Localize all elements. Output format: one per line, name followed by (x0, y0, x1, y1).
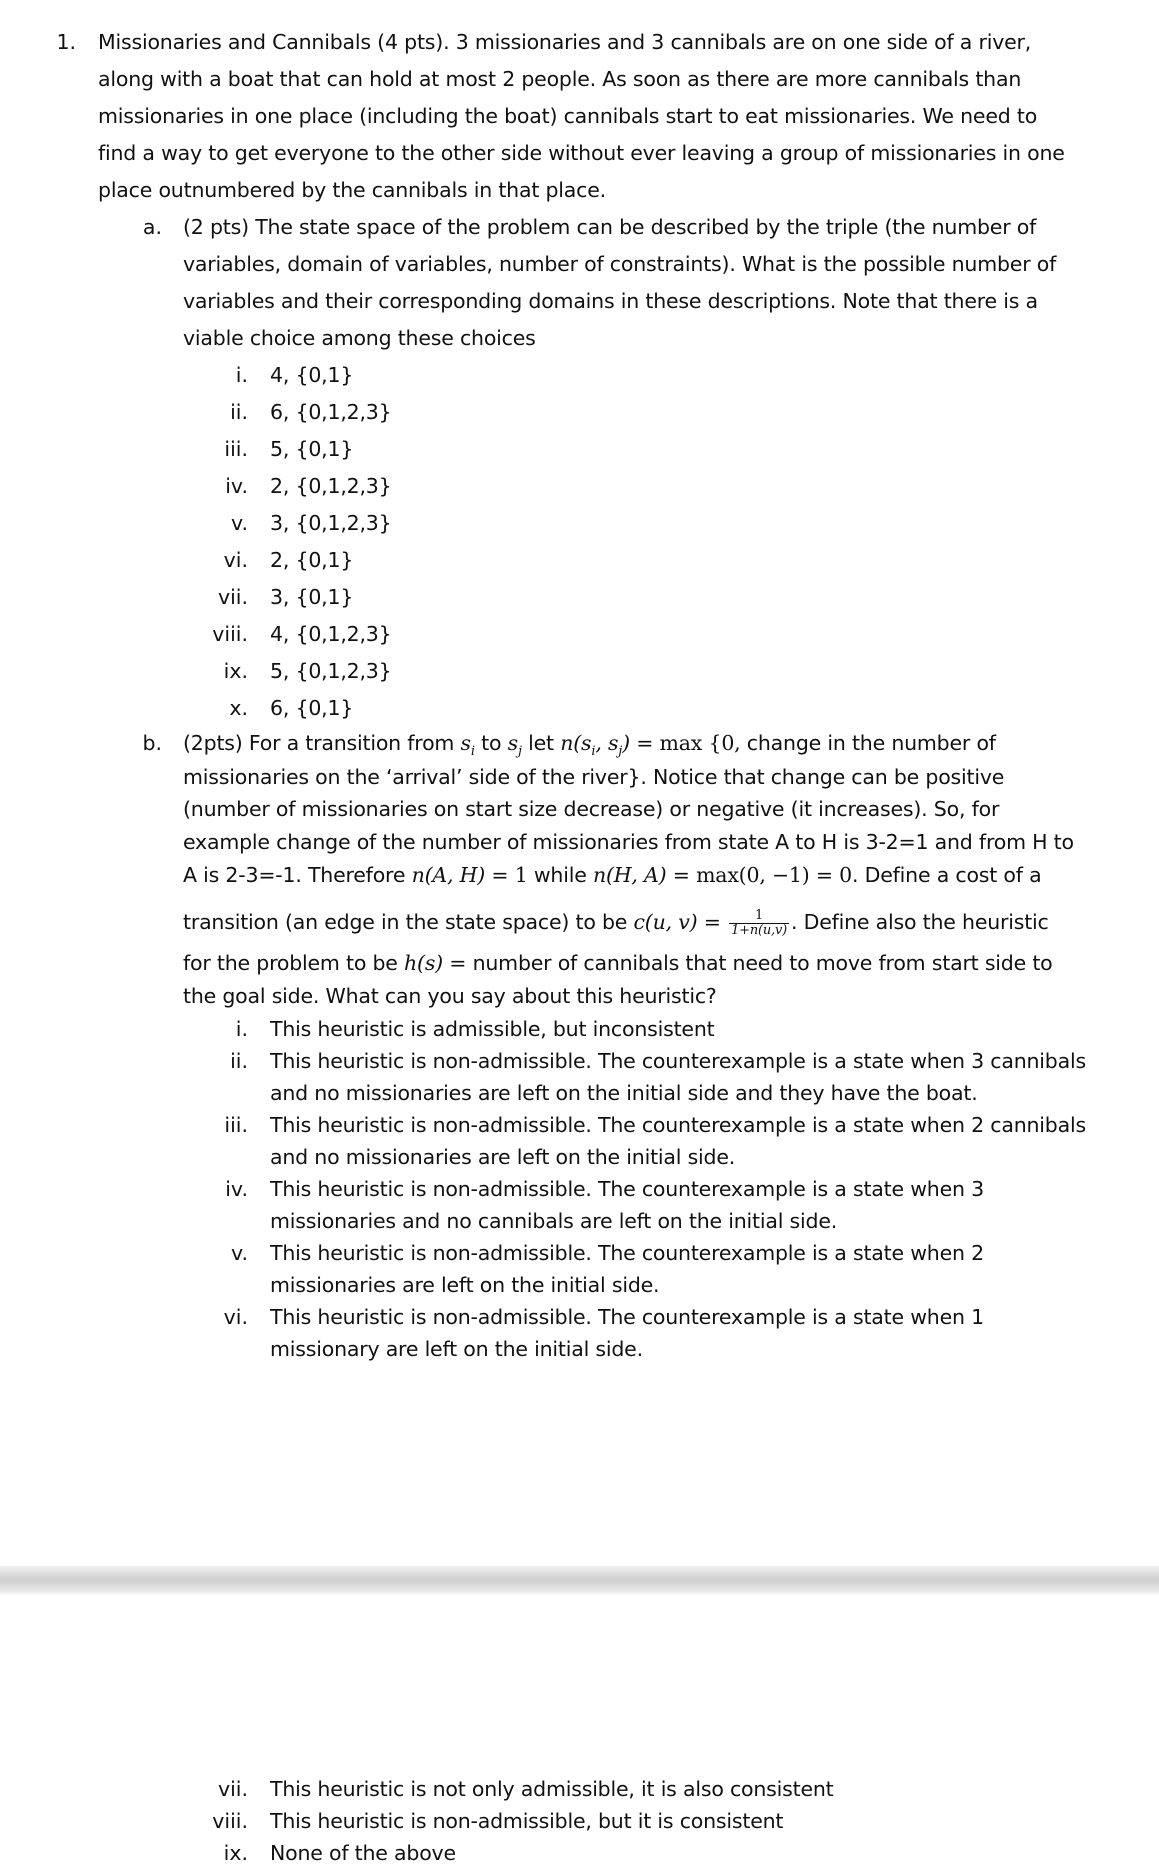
part-a-option-number: iv. (225, 474, 248, 498)
math-equals-max: = max(0, −1) = 0 (666, 863, 853, 887)
page-break-shadow (0, 1590, 1159, 1596)
text-span: (2pts) For a transition from (183, 731, 461, 755)
part-b-option-number: iv. (225, 1177, 248, 1201)
part-a-option-number: x. (229, 696, 248, 720)
intro-line-4: find a way to get everyone to the other side without ever leaving a group of missionaries in one (98, 141, 1065, 165)
part-a-option-text: 4, {0,1} (270, 363, 354, 387)
part-b-option-text: This heuristic is non-admissible. The counterexample is a state when 3 cannibals (270, 1049, 1086, 1073)
math-symbol: n(s (560, 731, 592, 755)
text-span: let (521, 731, 561, 755)
fraction-numerator: 1 (729, 909, 789, 924)
math-subscript: i (470, 744, 475, 760)
part-b-line-6 (183, 907, 1049, 938)
text-span: change in the number of (746, 731, 996, 755)
part-a-option-text: 5, {0,1,2,3} (270, 659, 392, 683)
part-b-option-text: missionaries are left on the initial side. (270, 1273, 660, 1297)
part-a-option-text: 4, {0,1,2,3} (270, 622, 392, 646)
math-n-h-a: n(H, A) (592, 863, 667, 887)
part-b-line-2: missionaries on the ‘arrival’ side of the river}. Notice that change can be positive (183, 765, 1005, 789)
text-span: A is 2-3=-1. Therefore (183, 863, 412, 887)
part-a-line-4: viable choice among these choices (183, 326, 536, 350)
part-b-option-text: missionaries and no cannibals are left on the initial side. (270, 1209, 838, 1233)
part-a-option-number: ii. (230, 400, 248, 424)
math-symbol: s (460, 731, 471, 755)
part-b-option-text: None of the above (270, 1841, 456, 1865)
math-si (460, 731, 475, 760)
part-b-option-number: v. (230, 1241, 248, 1265)
part-b-option-number: iii. (224, 1113, 248, 1137)
math-equals: = 1 (485, 863, 528, 887)
intro-line-1: Missionaries and Cannibals (4 pts). 3 missionaries and 3 cannibals are on one side of a river, (98, 30, 1032, 54)
part-b-option-text: This heuristic is non-admissible. The counterexample is a state when 2 cannibals (270, 1113, 1086, 1137)
part-a-option-text: 5, {0,1} (270, 437, 354, 461)
math-c-u-v: c(u, v) (633, 910, 698, 934)
text-span: to (474, 731, 508, 755)
part-b-option-text: This heuristic is non-admissible, but it is consistent (270, 1809, 784, 1833)
part-b-option-number: viii. (212, 1809, 248, 1833)
part-a-option-number: v. (230, 511, 248, 535)
part-b-option-text: This heuristic is not only admissible, it is also consistent (270, 1777, 834, 1801)
intro-line-3: missionaries in one place (including the boat) cannibals start to eat missionaries. We need to (98, 104, 1038, 128)
part-b-line-4: example change of the number of missionaries from state A to H is 3-2=1 and from H to (183, 830, 1074, 854)
part-b-option-number: vii. (217, 1777, 248, 1801)
math-sj (507, 731, 522, 760)
intro-line-2: along with a boat that can hold at most 2 people. As soon as there are more cannibals than (98, 67, 1022, 91)
part-a-option-text: 6, {0,1} (270, 696, 354, 720)
cost-fraction (729, 909, 789, 938)
text-span: transition (an edge in the state space) to be (183, 910, 634, 934)
part-b-option-text: This heuristic is non-admissible. The counterexample is a state when 3 (270, 1177, 984, 1201)
part-b-line-8: the goal side. What can you say about this heuristic? (183, 984, 717, 1008)
text-span: for the problem to be (183, 951, 405, 975)
math-subscript: i (591, 744, 596, 760)
part-b-option-text: missionary are left on the initial side. (270, 1337, 643, 1361)
part-b-line-3: (number of missionaries on start size decrease) or negative (it increases). So, for (183, 797, 1000, 821)
part-a-line-1: (2 pts) The state space of the problem can be described by the triple (the number of (183, 215, 1037, 239)
math-h-s: h(s) (404, 951, 443, 975)
part-b-line-5 (183, 860, 1041, 890)
math-n-si-sj (560, 731, 630, 760)
part-a-label: a. (142, 215, 162, 239)
part-b-label: b. (142, 731, 162, 755)
part-a-option-text: 6, {0,1,2,3} (270, 400, 392, 424)
part-a-option-number: iii. (224, 437, 248, 461)
math-equals: = (442, 951, 473, 975)
part-b-option-number: vi. (223, 1305, 248, 1329)
part-a-option-number: i. (235, 363, 248, 387)
part-b-option-number: ix. (223, 1841, 248, 1865)
part-a-option-number: vii. (217, 585, 248, 609)
part-a-option-text: 2, {0,1} (270, 548, 354, 572)
text-span: while (527, 863, 593, 887)
page-break-divider (0, 1566, 1159, 1590)
part-b-option-text: This heuristic is admissible, but inconsistent (270, 1017, 715, 1041)
part-a-option-number: vi. (223, 548, 248, 572)
part-a-option-text: 3, {0,1,2,3} (270, 511, 392, 535)
part-b-option-text: This heuristic is non-admissible. The counterexample is a state when 1 (270, 1305, 984, 1329)
text-span: number of cannibals that need to move from start side to (472, 951, 1053, 975)
part-b-option-text: and no missionaries are left on the initial side. (270, 1145, 736, 1169)
part-b-option-text: This heuristic is non-admissible. The counterexample is a state when 2 (270, 1241, 984, 1265)
part-b-line-7 (183, 948, 1053, 978)
part-b-option-number: ii. (230, 1049, 248, 1073)
part-a-option-text: 2, {0,1,2,3} (270, 474, 392, 498)
text-span: . Define also the heuristic (791, 910, 1049, 934)
question-number: 1. (56, 30, 76, 54)
math-equals: = (697, 910, 728, 934)
part-a-option-number: ix. (223, 659, 248, 683)
math-symbol: s (507, 731, 518, 755)
math-symbol: ) (622, 731, 630, 755)
math-symbol: , s (595, 731, 619, 755)
part-b-option-number: i. (235, 1017, 248, 1041)
part-a-option-number: viii. (212, 622, 248, 646)
math-n-a-h: n(A, H) (411, 863, 486, 887)
math-subscript: j (618, 744, 623, 760)
fraction-denominator: 1+n(u,v) (731, 922, 787, 938)
part-a-option-text: 3, {0,1} (270, 585, 354, 609)
text-span: . Define a cost of a (852, 863, 1042, 887)
intro-line-5: place outnumbered by the cannibals in that place. (98, 178, 606, 202)
part-a-line-3: variables and their corresponding domains in these descriptions. Note that there is a (183, 289, 1038, 313)
part-a-line-2: variables, domain of variables, number of constraints). What is the possible number of (183, 252, 1057, 276)
math-equals-max: = max {0, (629, 731, 747, 755)
math-subscript: j (517, 744, 522, 760)
part-b-option-text: and no missionaries are left on the initial side and they have the boat. (270, 1081, 978, 1105)
